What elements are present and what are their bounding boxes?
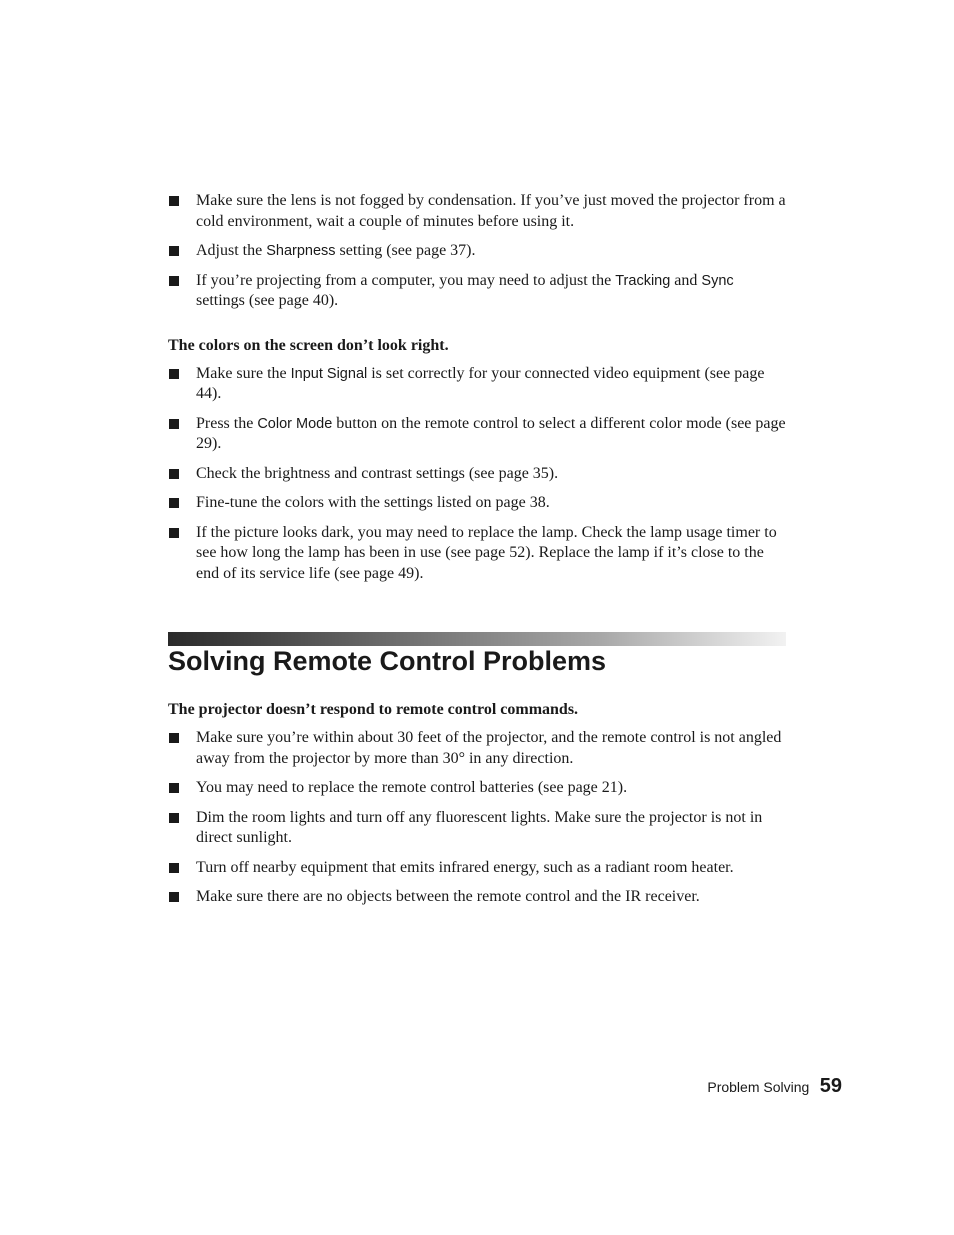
bullet-square-icon xyxy=(169,498,179,508)
page-number: 59 xyxy=(819,1075,842,1097)
bullet-square-icon xyxy=(169,892,179,902)
problem-subheading: The projector doesn’t respond to remote control commands. xyxy=(168,701,579,718)
problem-subheading: The colors on the screen don’t look right. xyxy=(168,336,449,354)
bullet-square-icon xyxy=(169,196,179,206)
setting-name: Tracking xyxy=(615,272,671,289)
footer-section-name: Problem Solving xyxy=(707,1079,810,1095)
section-title: Solving Remote Control Problems xyxy=(168,646,607,676)
bullet-square-icon xyxy=(169,528,179,538)
list-item: Make sure there are no objects between the remote control and the IR receiver. xyxy=(168,887,786,908)
bullet-square-icon xyxy=(169,276,179,286)
bullet-square-icon xyxy=(169,246,179,256)
setting-name: Input Signal xyxy=(290,365,368,382)
page-footer xyxy=(707,1075,842,1098)
bullet-square-icon xyxy=(169,369,179,379)
bullet-square-icon xyxy=(169,813,179,823)
bullet-square-icon xyxy=(169,469,179,479)
content-bottom xyxy=(168,676,786,917)
list-item: Check the brightness and contrast settings (see page 35). xyxy=(168,464,786,485)
bullet-square-icon xyxy=(169,863,179,873)
list-item: Turn off nearby equipment that emits infrared energy, such as a radiant room heater. xyxy=(168,858,786,879)
setting-name: Sync xyxy=(701,272,734,289)
list-item: Adjust the Sharpness setting (see page 37). xyxy=(168,241,786,262)
bullet-square-icon xyxy=(169,419,179,429)
content-top xyxy=(168,191,786,593)
bullet-square-icon xyxy=(169,783,179,793)
list-item: Make sure you’re within about 30 feet of the projector, and the remote control is not angled away from the projector by more than 30° in any direction. xyxy=(168,728,786,769)
bullet-list-remote xyxy=(168,728,786,908)
list-item: If you’re projecting from a computer, you may need to adjust the Tracking and Sync settings (see page 40). xyxy=(168,271,786,312)
list-item: Fine-tune the colors with the settings listed on page 38. xyxy=(168,493,786,514)
list-item: Press the Color Mode button on the remote control to select a different color mode (see page 29). xyxy=(168,414,786,455)
bullet-square-icon xyxy=(169,733,179,743)
bullet-list-colors xyxy=(168,364,786,585)
button-name: Color Mode xyxy=(257,415,333,432)
list-item: You may need to replace the remote control batteries (see page 21). xyxy=(168,778,786,799)
bullet-list-focus xyxy=(168,191,786,312)
list-item: Dim the room lights and turn off any fluorescent lights. Make sure the projector is not in direct sunlight. xyxy=(168,808,786,849)
list-item: If the picture looks dark, you may need to replace the lamp. Check the lamp usage timer to see how long the lamp has been in use (see page 52). Replace the lamp if it’s close to the end of its service life (see page 49). xyxy=(168,523,786,585)
list-item: Make sure the lens is not fogged by condensation. If you’ve just moved the projector from a cold environment, wait a couple of minutes before using it. xyxy=(168,191,786,232)
setting-name: Sharpness xyxy=(266,243,336,259)
list-item: Make sure the Input Signal is set correctly for your connected video equipment (see page 44). xyxy=(168,364,786,405)
